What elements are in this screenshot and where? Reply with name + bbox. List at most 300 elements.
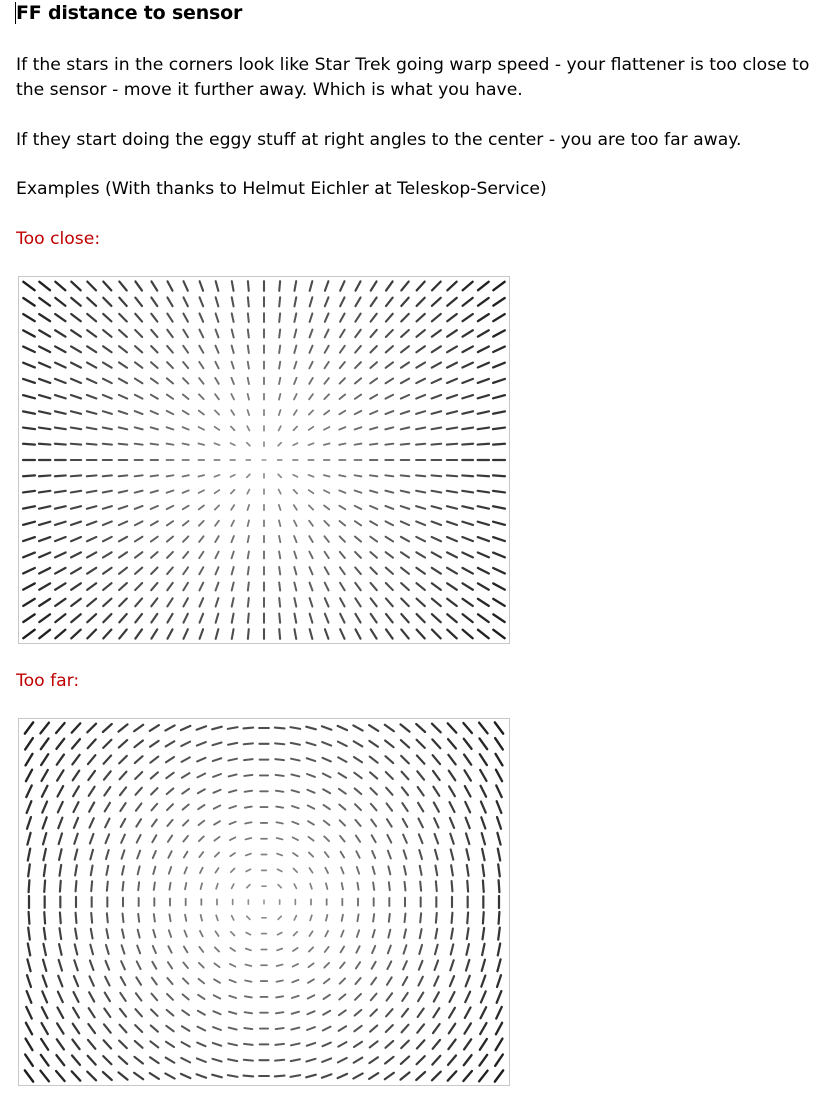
star-mark	[447, 568, 457, 574]
star-mark	[138, 882, 139, 890]
star-mark	[370, 567, 376, 574]
star-mark	[432, 739, 440, 748]
star-mark	[496, 1023, 502, 1035]
star-mark	[310, 281, 313, 291]
star-mark	[309, 567, 312, 574]
page-title: FF distance to sensor	[16, 2, 243, 24]
star-mark	[450, 818, 454, 828]
star-mark	[43, 944, 45, 955]
star-mark	[432, 1072, 441, 1081]
star-mark	[354, 757, 362, 762]
star-mark	[416, 491, 425, 493]
star-mark	[71, 599, 81, 606]
star-mark	[28, 864, 30, 876]
star-mark	[355, 1010, 362, 1016]
star-mark	[322, 742, 331, 746]
star-mark	[448, 1055, 456, 1064]
star-mark	[355, 598, 360, 606]
star-mark	[60, 881, 61, 892]
star-mark	[448, 1071, 457, 1080]
star-mark	[433, 787, 439, 796]
star-mark	[103, 552, 112, 557]
star-mark	[466, 833, 469, 844]
star-mark	[42, 770, 48, 781]
star-mark	[325, 931, 328, 936]
star-mark	[294, 329, 296, 337]
star-mark	[231, 505, 234, 510]
star-mark	[493, 444, 505, 445]
star-mark	[213, 1027, 221, 1030]
star-mark	[41, 738, 49, 749]
star-mark	[291, 1028, 299, 1030]
star-mark	[74, 802, 79, 812]
star-mark	[119, 330, 127, 337]
star-mark	[451, 865, 453, 875]
star-mark	[167, 491, 174, 493]
star-mark	[43, 976, 47, 987]
star-mark	[183, 475, 189, 476]
star-mark	[433, 755, 440, 764]
star-mark	[369, 725, 378, 731]
star-mark	[39, 614, 50, 622]
star-mark	[198, 475, 204, 476]
star-mark	[480, 754, 487, 765]
star-mark	[404, 866, 406, 875]
star-mark	[199, 979, 205, 983]
star-mark	[232, 362, 234, 369]
star-mark	[106, 866, 108, 875]
star-mark	[372, 835, 376, 842]
star-mark	[389, 914, 390, 922]
star-mark	[119, 491, 128, 493]
star-mark	[136, 993, 142, 1000]
star-mark	[216, 629, 219, 639]
star-mark	[355, 491, 362, 493]
star-mark	[39, 330, 50, 336]
star-mark	[25, 722, 33, 733]
star-mark	[386, 521, 394, 525]
star-mark	[71, 298, 80, 306]
star-mark	[403, 961, 407, 969]
star-mark	[385, 491, 393, 493]
star-mark	[309, 868, 312, 873]
star-mark	[150, 1057, 159, 1063]
star-mark	[463, 723, 472, 733]
star-mark	[478, 428, 489, 430]
star-mark	[401, 614, 408, 622]
star-mark	[135, 568, 142, 574]
star-mark	[385, 1073, 394, 1080]
star-mark	[151, 475, 158, 476]
star-mark	[371, 598, 377, 606]
star-mark	[119, 395, 127, 399]
star-mark	[340, 378, 345, 383]
star-mark	[213, 1011, 220, 1014]
star-mark	[150, 757, 158, 763]
star-mark	[405, 882, 406, 891]
star-mark	[134, 1057, 142, 1064]
star-mark	[121, 835, 125, 843]
star-mark	[355, 362, 361, 368]
star-mark	[200, 281, 203, 291]
star-mark	[462, 475, 473, 476]
star-mark	[29, 880, 30, 892]
star-mark	[119, 427, 128, 429]
star-mark	[87, 298, 96, 306]
star-mark	[73, 1008, 79, 1018]
star-mark	[372, 962, 376, 969]
star-mark	[167, 395, 173, 399]
star-mark	[355, 297, 360, 306]
star-mark	[310, 583, 313, 591]
star-mark	[199, 852, 203, 857]
star-mark	[338, 1058, 347, 1062]
star-mark	[418, 1008, 424, 1017]
star-mark	[495, 738, 503, 749]
star-mark	[151, 395, 158, 399]
star-mark	[28, 944, 30, 956]
star-mark	[87, 583, 96, 590]
star-mark	[417, 298, 425, 306]
star-mark	[385, 506, 393, 509]
star-mark	[370, 1010, 376, 1016]
star-mark	[370, 537, 377, 542]
star-mark	[279, 378, 280, 384]
star-mark	[150, 741, 159, 747]
star-mark	[432, 282, 441, 291]
star-mark	[323, 995, 329, 999]
star-mark	[215, 552, 218, 559]
star-mark	[26, 785, 31, 797]
star-mark	[416, 444, 425, 445]
star-mark	[183, 962, 188, 968]
star-mark	[339, 427, 345, 429]
star-mark	[137, 961, 141, 969]
star-mark	[339, 490, 345, 492]
star-mark	[432, 411, 442, 414]
star-mark	[151, 314, 157, 322]
star-mark	[324, 475, 330, 476]
star-mark	[105, 977, 109, 986]
star-mark	[232, 583, 234, 591]
star-mark	[450, 960, 453, 970]
star-mark	[42, 991, 47, 1002]
star-mark	[339, 475, 345, 476]
star-mark	[324, 490, 329, 493]
star-mark	[401, 491, 410, 493]
star-mark	[231, 869, 235, 873]
star-mark	[447, 491, 457, 493]
star-mark	[43, 817, 47, 828]
star-mark	[183, 598, 188, 606]
star-mark	[493, 314, 504, 321]
star-mark	[232, 629, 234, 639]
star-mark	[279, 489, 281, 493]
star-mark	[401, 411, 409, 414]
star-mark	[71, 537, 81, 541]
star-mark	[276, 1012, 284, 1013]
star-mark	[231, 378, 233, 384]
star-mark	[325, 297, 329, 306]
star-mark	[451, 944, 454, 954]
star-mark	[200, 614, 204, 623]
star-mark	[294, 394, 297, 399]
star-mark	[478, 506, 489, 508]
star-mark	[463, 583, 473, 589]
star-mark	[55, 491, 66, 493]
star-mark	[183, 521, 189, 526]
star-mark	[386, 629, 393, 638]
star-mark	[463, 1071, 472, 1081]
star-mark	[418, 787, 424, 796]
star-mark	[200, 931, 203, 936]
star-mark	[462, 568, 472, 574]
star-mark	[434, 818, 438, 827]
star-mark	[356, 836, 360, 842]
star-mark	[355, 506, 362, 509]
star-mark	[215, 378, 219, 384]
star-mark	[55, 282, 65, 291]
star-mark	[478, 614, 489, 622]
star-mark	[55, 599, 65, 606]
star-mark	[292, 822, 298, 824]
star-mark	[119, 379, 127, 384]
star-mark	[462, 444, 473, 445]
star-mark	[294, 916, 296, 920]
star-mark	[215, 536, 219, 542]
star-mark	[248, 583, 249, 591]
star-mark	[357, 867, 359, 874]
star-mark	[167, 314, 172, 322]
star-mark	[184, 281, 188, 290]
star-mark	[275, 743, 284, 744]
star-mark	[416, 330, 424, 337]
star-mark	[103, 1056, 111, 1064]
star-mark	[39, 379, 50, 383]
star-mark	[199, 378, 203, 384]
star-mark	[232, 297, 234, 306]
star-mark	[231, 443, 235, 445]
star-mark	[448, 1040, 455, 1050]
star-mark	[493, 475, 505, 476]
star-mark	[151, 330, 157, 337]
star-mark	[167, 804, 173, 810]
star-mark	[212, 727, 222, 730]
star-mark	[215, 346, 218, 353]
star-mark	[120, 1025, 127, 1033]
star-mark	[418, 819, 422, 828]
star-mark	[340, 281, 344, 290]
star-mark	[404, 945, 407, 953]
star-mark	[198, 1011, 205, 1015]
star-mark	[121, 977, 126, 985]
star-mark	[416, 568, 425, 574]
star-mark	[27, 959, 30, 971]
star-mark	[322, 1058, 331, 1062]
star-mark	[55, 395, 66, 398]
star-mark	[481, 1007, 487, 1018]
star-mark	[497, 801, 502, 813]
star-mark	[200, 297, 204, 306]
star-mark	[355, 444, 362, 445]
star-mark	[119, 298, 126, 306]
star-mark	[324, 821, 330, 825]
star-mark	[214, 995, 221, 998]
star-mark	[309, 947, 313, 951]
star-mark	[385, 725, 394, 732]
star-mark	[279, 394, 280, 400]
star-mark	[340, 962, 345, 968]
star-mark	[248, 567, 249, 575]
star-mark	[26, 1007, 31, 1019]
star-mark	[388, 866, 390, 874]
star-mark	[55, 537, 66, 541]
star-mark	[340, 297, 344, 306]
star-mark	[89, 992, 94, 1001]
star-mark	[403, 835, 407, 843]
star-mark	[308, 805, 315, 808]
star-mark	[87, 522, 97, 525]
star-mark	[420, 913, 421, 922]
star-mark	[26, 1039, 33, 1050]
star-mark	[355, 537, 361, 542]
star-mark	[55, 614, 65, 622]
star-mark	[355, 475, 362, 476]
star-mark	[169, 867, 171, 874]
star-mark	[447, 379, 457, 383]
star-mark	[478, 346, 489, 352]
star-mark	[340, 567, 345, 574]
star-mark	[493, 330, 505, 336]
star-mark	[369, 741, 378, 747]
star-mark	[243, 1076, 253, 1077]
star-mark	[452, 913, 453, 923]
star-mark	[136, 1009, 142, 1016]
star-mark	[307, 1027, 315, 1030]
star-mark	[245, 965, 251, 966]
star-mark	[135, 298, 142, 306]
paragraph-1-line-1: If the stars in the corners look like Star Trek going warp speed - your flattener is too close to	[16, 55, 810, 75]
star-mark	[215, 567, 218, 574]
star-mark	[106, 834, 110, 843]
star-mark	[166, 1042, 174, 1047]
star-mark	[76, 913, 77, 923]
star-mark	[120, 772, 127, 780]
star-mark	[322, 758, 330, 762]
star-mark	[432, 1056, 440, 1065]
star-mark	[447, 583, 457, 590]
star-mark	[151, 1025, 158, 1031]
star-mark	[39, 630, 50, 638]
star-mark	[55, 522, 66, 525]
star-mark	[55, 314, 65, 321]
star-mark	[354, 1042, 362, 1047]
star-mark	[386, 788, 392, 795]
star-mark	[419, 961, 423, 970]
star-mark	[198, 443, 204, 444]
star-mark	[232, 281, 234, 291]
star-mark	[119, 630, 126, 639]
star-mark	[432, 298, 441, 306]
star-mark	[401, 740, 409, 747]
star-mark	[402, 993, 407, 1001]
star-mark	[370, 346, 376, 353]
star-mark	[27, 801, 32, 813]
star-mark	[120, 993, 125, 1001]
star-mark	[231, 410, 234, 415]
star-mark	[120, 1009, 126, 1017]
star-mark	[214, 963, 219, 967]
star-mark	[405, 914, 406, 923]
star-mark	[71, 491, 81, 493]
star-mark	[496, 770, 502, 782]
star-mark	[353, 725, 362, 730]
star-mark	[247, 885, 250, 888]
star-mark	[244, 1028, 252, 1029]
star-mark	[26, 770, 32, 782]
star-mark	[416, 1072, 425, 1080]
star-mark	[150, 725, 159, 731]
star-mark	[182, 773, 190, 778]
star-mark	[403, 977, 408, 985]
star-mark	[277, 869, 281, 871]
star-mark	[183, 490, 189, 492]
star-mark	[495, 722, 503, 733]
star-mark	[371, 978, 376, 985]
star-mark	[447, 599, 457, 606]
star-mark	[55, 346, 65, 352]
star-mark	[493, 363, 505, 368]
star-mark	[151, 552, 158, 558]
star-mark	[228, 1059, 237, 1061]
star-mark	[247, 474, 250, 477]
star-mark	[228, 727, 238, 729]
star-mark	[294, 362, 296, 369]
star-mark	[481, 976, 485, 987]
star-mark	[154, 914, 155, 921]
star-mark	[493, 614, 504, 622]
star-mark	[447, 475, 457, 476]
star-mark	[402, 1009, 408, 1017]
star-mark	[134, 740, 142, 747]
star-mark	[435, 850, 438, 860]
star-mark	[59, 833, 62, 844]
star-mark	[401, 630, 408, 639]
star-mark	[119, 346, 127, 352]
star-mark	[58, 786, 64, 796]
star-mark	[41, 754, 48, 765]
star-mark	[103, 583, 111, 590]
star-mark	[388, 851, 391, 859]
star-mark	[74, 834, 77, 844]
star-mark	[493, 568, 505, 573]
star-mark	[119, 1041, 127, 1049]
star-mark	[432, 379, 441, 383]
star-mark	[357, 930, 359, 937]
star-mark	[339, 789, 346, 794]
star-mark	[119, 740, 127, 747]
star-mark	[135, 614, 142, 622]
star-mark	[325, 346, 329, 353]
star-mark	[103, 568, 112, 574]
star-mark	[39, 444, 50, 445]
star-mark	[432, 363, 441, 368]
star-mark	[386, 598, 393, 606]
star-mark	[73, 1024, 80, 1034]
star-mark	[325, 313, 329, 321]
star-mark	[294, 567, 296, 574]
star-mark	[279, 297, 280, 306]
